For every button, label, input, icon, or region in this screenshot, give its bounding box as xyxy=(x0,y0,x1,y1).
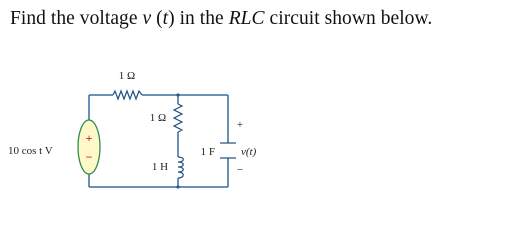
capacitor xyxy=(220,143,236,158)
resistor-middle xyxy=(174,104,182,132)
voltage-symbol: v xyxy=(142,8,152,29)
question-part-1: Find the voltage xyxy=(10,8,143,29)
question-part-3: ) in the xyxy=(168,8,229,29)
inductor-label: 1 H xyxy=(151,161,169,173)
node-bottom xyxy=(176,185,179,188)
voltage-source-plus: + xyxy=(85,131,93,145)
voltage-source-label: 10 cos t V xyxy=(8,145,53,157)
inductor xyxy=(178,157,183,178)
question-part-4: circuit shown below. xyxy=(264,8,433,29)
capacitor-minus-sign: − xyxy=(236,164,244,176)
resistor-middle-label: 1 Ω xyxy=(149,112,167,124)
resistor-top xyxy=(113,91,142,99)
node-top xyxy=(176,93,179,96)
resistor-top-label: 1 Ω xyxy=(118,70,136,82)
voltage-output-label: v(t) xyxy=(241,146,257,158)
time-symbol: t xyxy=(162,8,169,29)
capacitor-label: 1 F xyxy=(200,146,215,158)
voltage-source-symbol xyxy=(78,120,100,174)
voltage-source-minus: − xyxy=(85,150,93,164)
question-part-2: ( xyxy=(151,8,163,29)
voltage-source xyxy=(78,120,100,174)
circuit-wires xyxy=(89,95,228,187)
rlc-symbol: RLC xyxy=(228,8,265,29)
capacitor-plus-sign: + xyxy=(236,119,244,131)
